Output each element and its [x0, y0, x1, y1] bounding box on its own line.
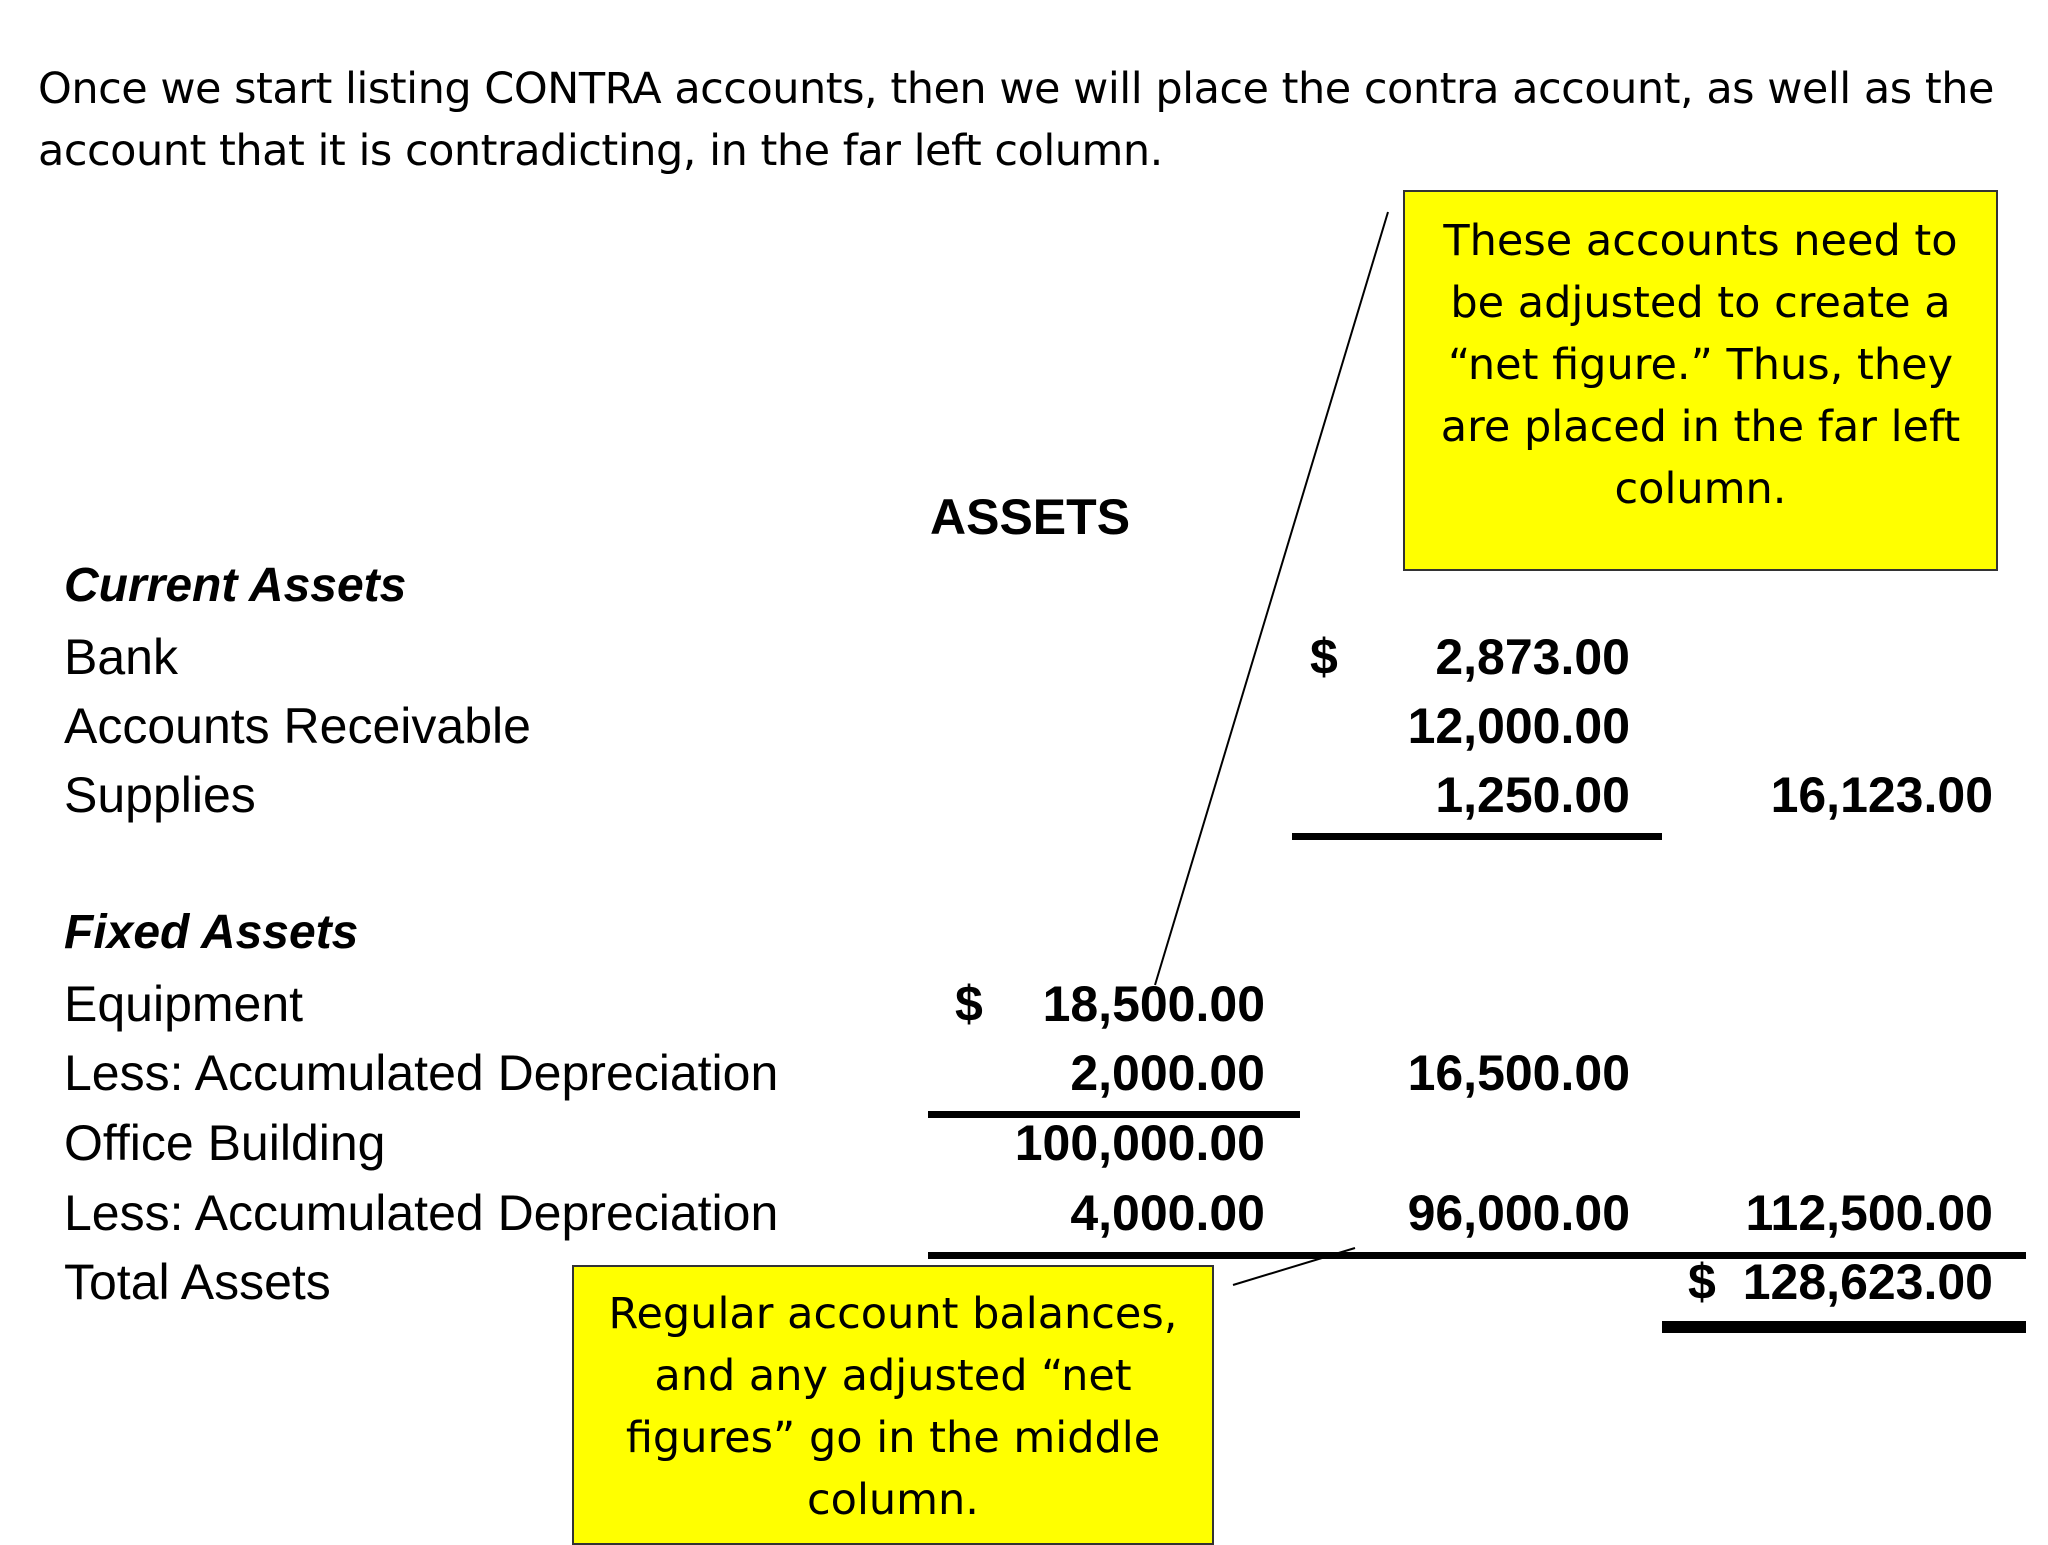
supplies-label: Supplies [64, 767, 256, 823]
equipment-amount: 18,500.00 [1042, 976, 1265, 1032]
accounts-receivable-label: Accounts Receivable [64, 698, 531, 754]
middle-column-callout: Regular account balances, and any adjusted “net figures” go in the middle column. [572, 1265, 1214, 1545]
supplies-amount: 1,250.00 [1435, 767, 1630, 823]
total-assets-amount: 128,623.00 [1742, 1254, 1993, 1310]
total-dollar-sign: $ [1688, 1254, 1716, 1310]
assets-heading: ASSETS [930, 489, 1131, 545]
intro-text: Once we start listing CONTRA accounts, then we will place the contra account, as well as the account that it is contradicting, in the far left column. [38, 64, 1994, 176]
top-callout-leader [1155, 212, 1388, 985]
equipment-dollar-sign: $ [955, 976, 983, 1032]
equipment-label: Equipment [64, 976, 304, 1032]
bank-label: Bank [64, 629, 178, 685]
office-building-label: Office Building [64, 1115, 386, 1171]
depreciation-amount-2: 4,000.00 [1070, 1185, 1265, 1241]
depreciation-label-2: Less: Accumulated Depreciation [64, 1185, 779, 1241]
contra-accounts-callout: These accounts need to be adjusted to create a “net figure.” Thus, they are placed in the far left column. [1403, 190, 1998, 571]
fixed-assets-subtotal: 112,500.00 [1745, 1185, 1993, 1241]
office-building-amount: 100,000.00 [1014, 1115, 1265, 1171]
current-assets-title: Current Assets [64, 559, 407, 612]
office-building-net: 96,000.00 [1407, 1185, 1630, 1241]
fixed-assets-title: Fixed Assets [64, 906, 359, 959]
depreciation-amount-1: 2,000.00 [1070, 1045, 1265, 1101]
accounts-receivable-amount: 12,000.00 [1407, 698, 1630, 754]
total-assets-label: Total Assets [64, 1254, 331, 1310]
bank-dollar-sign: $ [1310, 629, 1338, 685]
equipment-net: 16,500.00 [1407, 1045, 1630, 1101]
bank-amount: 2,873.00 [1435, 629, 1630, 685]
depreciation-label-1: Less: Accumulated Depreciation [64, 1045, 779, 1101]
current-assets-subtotal: 16,123.00 [1770, 767, 1993, 823]
bottom-callout-leader [1233, 1248, 1355, 1285]
